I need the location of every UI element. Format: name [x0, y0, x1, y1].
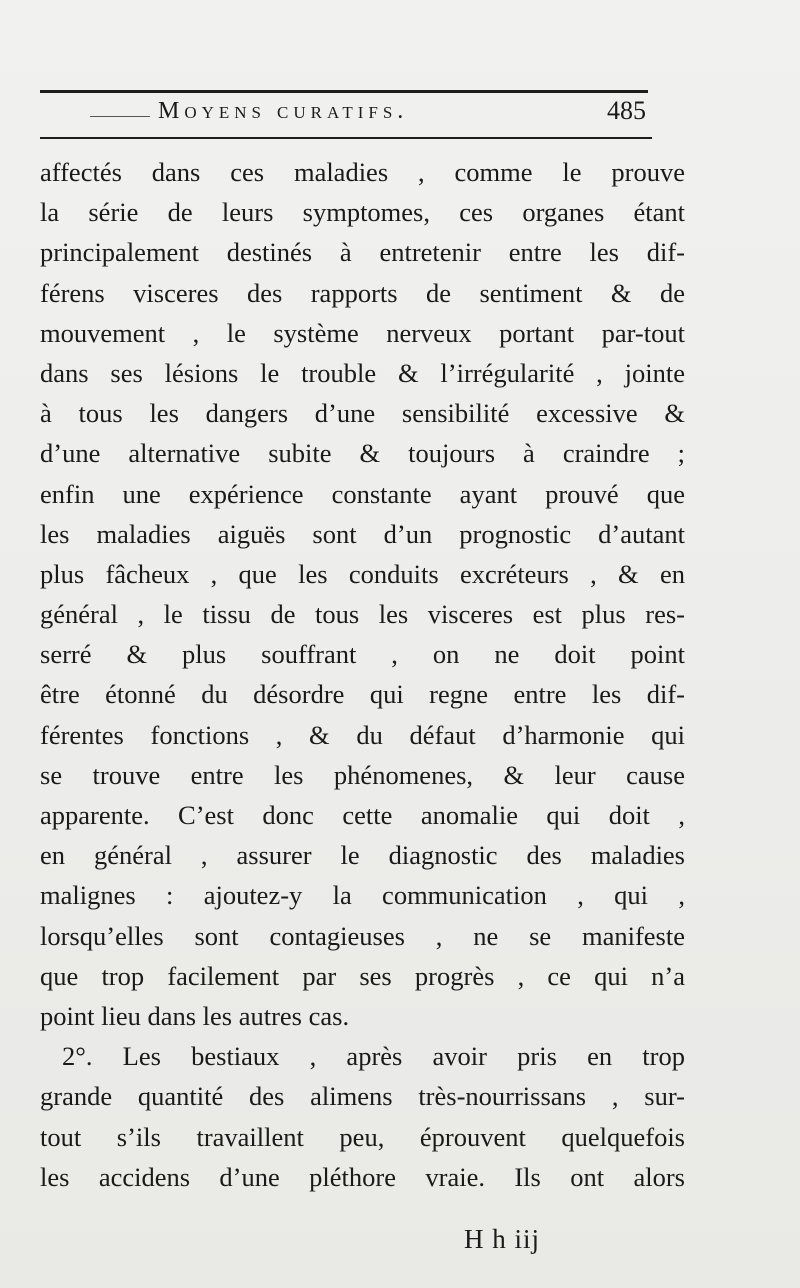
paragraph-end-line: point lieu dans les autres cas.: [40, 1000, 350, 1031]
text-line: en général , assurer le diagnostic des maladies: [40, 840, 685, 871]
text-line: que trop facilement par ses progrès , ce qui n’a: [40, 960, 685, 991]
text-line: se trouve entre les phénomenes, & leur cause: [40, 759, 685, 790]
text-line: serré & plus souffrant , on ne doit point: [40, 639, 685, 670]
text-line: les maladies aiguës sont d’un prognostic d’autant: [40, 518, 685, 549]
text-line: dans ses lésions le trouble & l’irrégularité , jointe: [40, 357, 685, 388]
running-head: [40, 96, 652, 136]
body-text: [40, 152, 685, 1197]
text-line: férens visceres des rapports de sentiment & de: [40, 277, 685, 308]
text-line: apparente. C’est donc cette anomalie qui doit ,: [40, 800, 685, 830]
text-line: affectés dans ces maladies , comme le prouve: [40, 157, 685, 187]
paragraph-start-line: 2°. Les bestiaux , après avoir pris en trop: [62, 1041, 685, 1072]
text-line: enfin une expérience constante ayant prouvé que: [40, 478, 685, 509]
text-line: mouvement , le système nerveux portant par-tout: [40, 317, 685, 348]
page-number: 485: [607, 96, 646, 125]
text-line: plus fâcheux , que les conduits excréteurs , & en: [40, 558, 685, 589]
text-line: à tous les dangers d’une sensibilité excessive &: [40, 398, 685, 429]
text-line: général , le tissu de tous les visceres est plus res-: [40, 599, 685, 630]
text-line: d’une alternative subite & toujours à craindre ;: [40, 438, 685, 469]
text-line: tout s’ils travaillent peu, éprouvent quelquefois: [40, 1121, 685, 1152]
text-line: malignes : ajoutez-y la communication , qui ,: [40, 880, 685, 911]
text-line: principalement destinés à entretenir entre les dif-: [40, 237, 685, 268]
text-line: férentes fonctions , & du défaut d’harmonie qui: [40, 719, 685, 750]
signature-mark: H h iij: [464, 1224, 541, 1254]
text-line: grande quantité des alimens très-nourrissans , sur-: [40, 1081, 685, 1112]
header-ornament-dash: [90, 116, 150, 117]
running-head-title: Moyens curatifs.: [158, 98, 409, 124]
text-line: les accidens d’une pléthore vraie. Ils ont alors: [40, 1161, 685, 1192]
header-rule-top: [40, 90, 648, 93]
text-line: lorsqu’elles sont contagieuses , ne se manifeste: [40, 920, 685, 951]
header-rule-bottom: [40, 137, 652, 139]
text-line: la série de leurs symptomes, ces organes étant: [40, 197, 685, 228]
text-line: être étonné du désordre qui regne entre les dif-: [40, 679, 685, 710]
